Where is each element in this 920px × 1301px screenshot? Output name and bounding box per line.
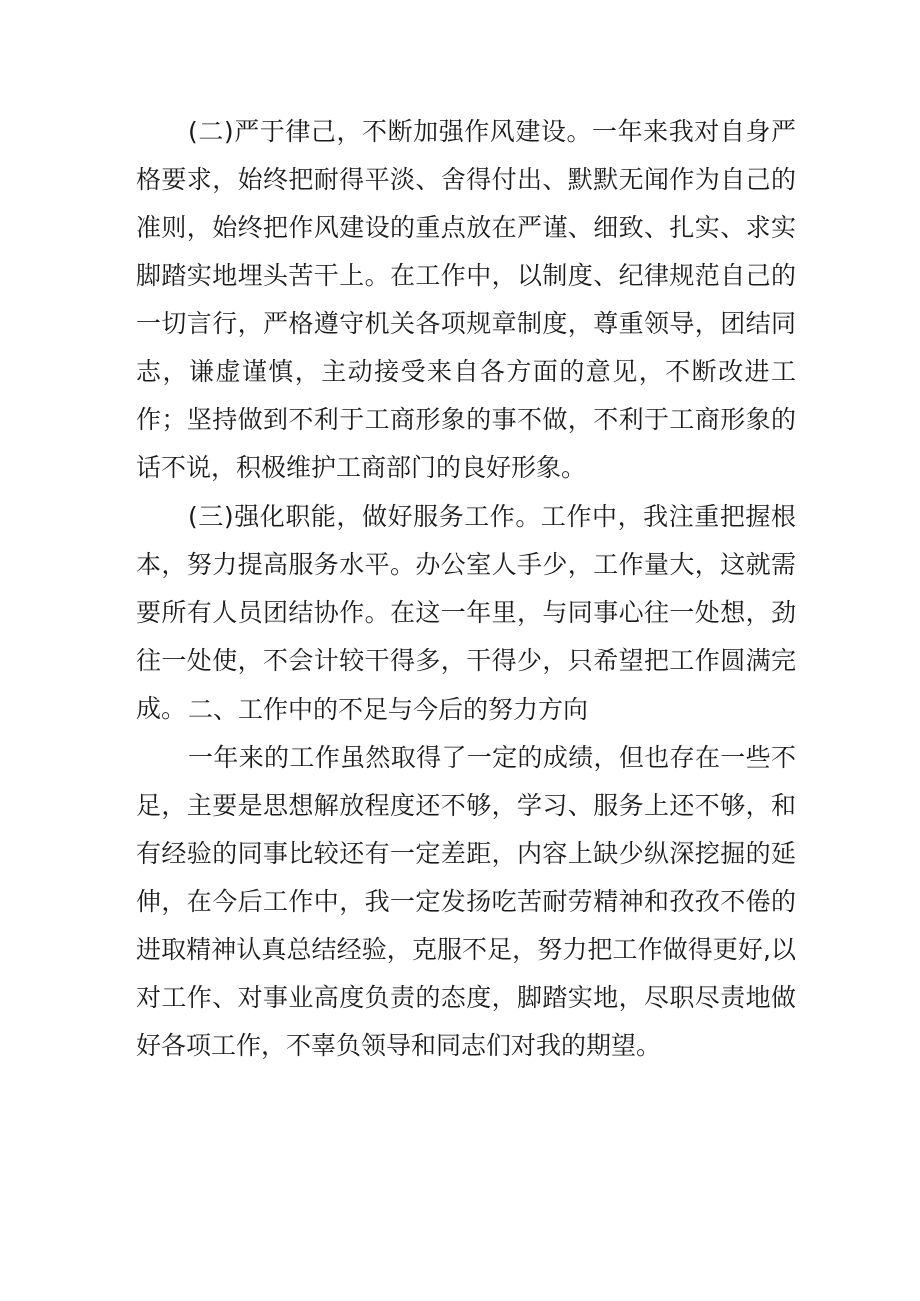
paragraph-shortcomings: 一年来的工作虽然取得了一定的成绩，但也存在一些不足，主要是思想解放程度还不够，学习、服务上还不够，和有经验的同事比较还有一定差距，内容上缺少纵深挖掘的延伸，在今后工作中，我一定发扬吃苦耐劳精神和孜孜不倦的进取精神认真总结经验，克服不足，努力把工作做得更好,以对工作、对事业高度负责的态度，脚踏实地，尽职尽责地做好各项工作，不辜负领导和同志们对我的期望。: [136, 743, 796, 1060]
paragraph-service-function: (三)强化职能，做好服务工作。工作中，我注重把握根本，努力提高服务水平。办公室人手少，工作量大，这就需要所有人员团结协作。在这一年里，与同事心往一处想，劲往一处使，不会计较干得多，干得少，只希望把工作圆满完成。: [136, 502, 796, 723]
section-heading-shortcomings: 二、工作中的不足与今后的努力方向: [188, 695, 589, 724]
paragraph-work-style: (二)严于律己，不断加强作风建设。一年来我对自身严格要求，始终把耐得平淡、舍得付出、默默无闻作为自己的准则，始终把作风建设的重点放在严谨、细致、扎实、求实脚踏实地埋头苦干上。在工作中，以制度、纪律规范自己的一切言行，严格遵守机关各项规章制度，尊重领导，团结同志，谦虚谨慎，主动接受来自各方面的意见，不断改进工作；坚持做到不利于工商形象的事不做，不利于工商形象的话不说，积极维护工商部门的良好形象。: [136, 117, 796, 482]
